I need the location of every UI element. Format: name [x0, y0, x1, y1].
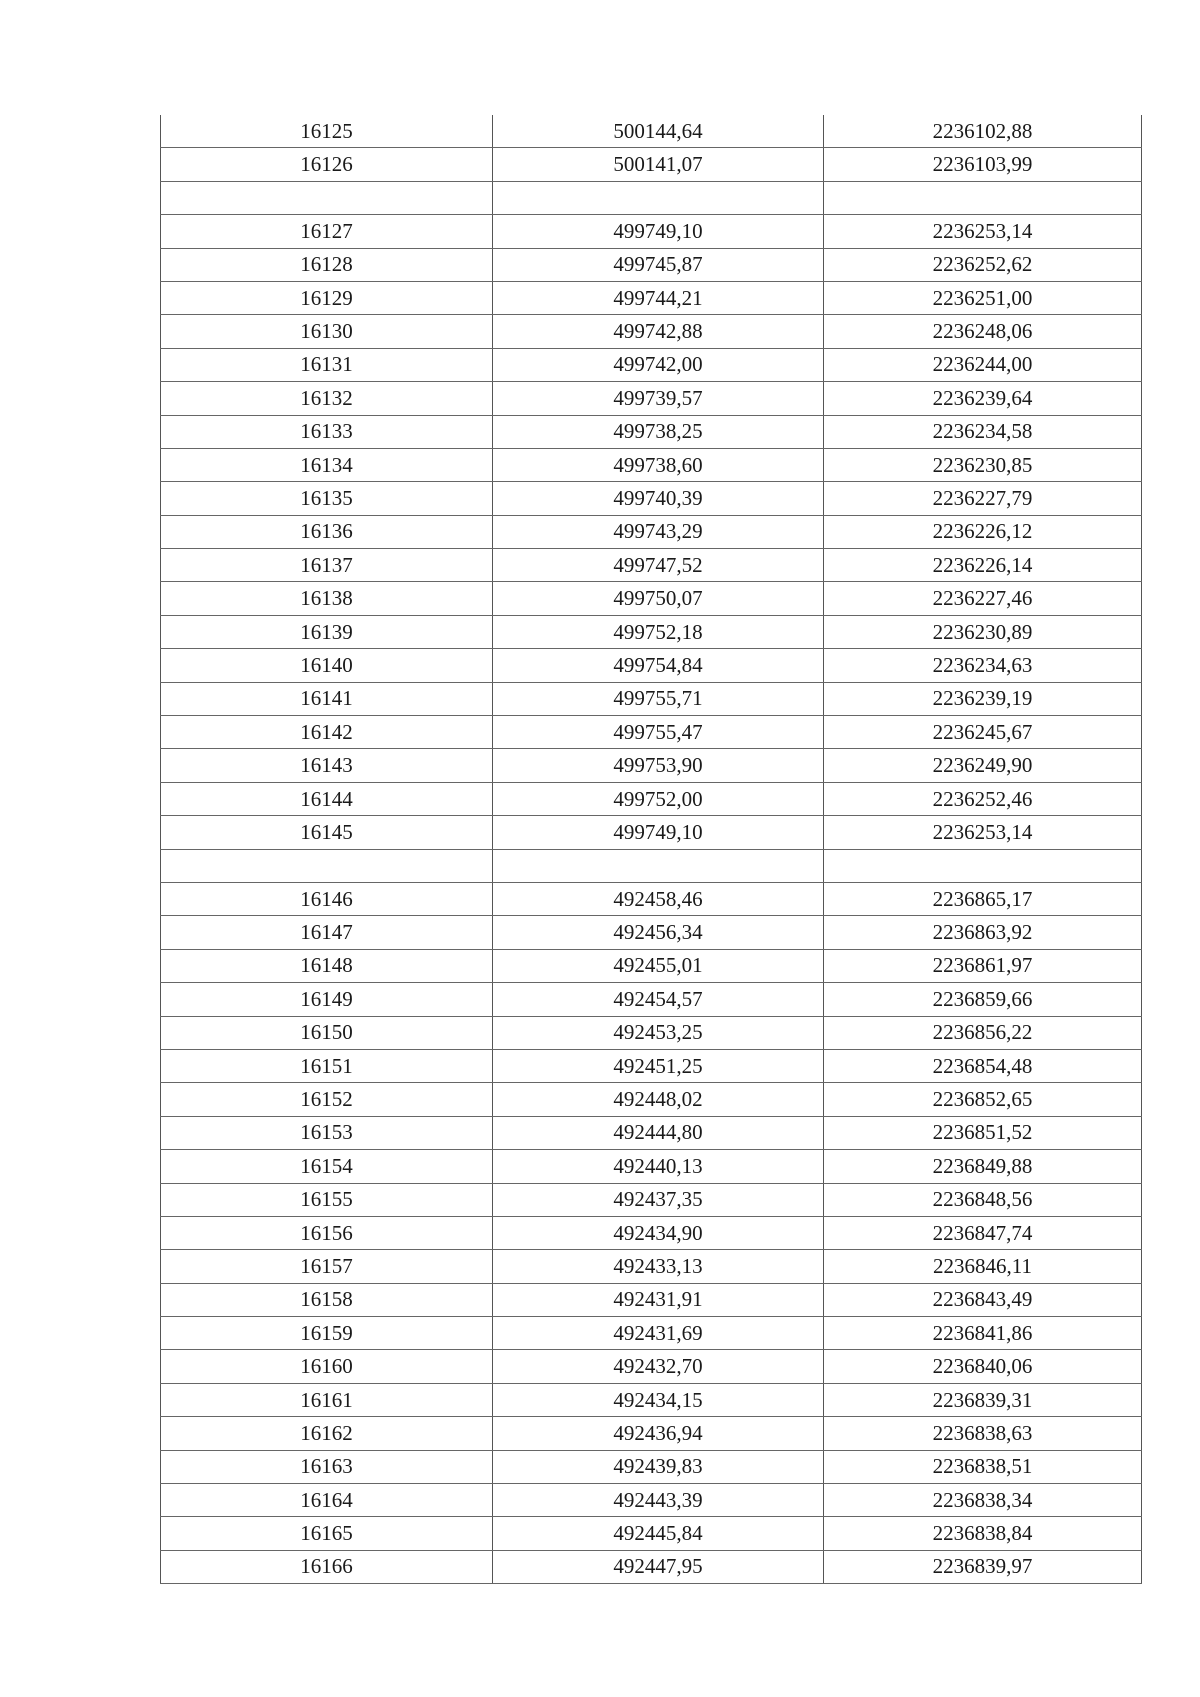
y-coordinate-cell: 2236230,89	[824, 615, 1142, 648]
table-row	[161, 281, 1142, 314]
x-coordinate-cell: 492451,25	[493, 1049, 824, 1082]
x-coordinate-cell: 492432,70	[493, 1350, 824, 1383]
point-number-cell: 16153	[161, 1116, 493, 1149]
table-row	[161, 215, 1142, 248]
x-coordinate-cell: 492453,25	[493, 1016, 824, 1049]
x-coordinate-cell: 492431,91	[493, 1283, 824, 1316]
table-row	[161, 983, 1142, 1016]
table-row	[161, 1083, 1142, 1116]
x-coordinate-cell: 492448,02	[493, 1083, 824, 1116]
y-coordinate-cell: 2236252,62	[824, 248, 1142, 281]
y-coordinate-cell: 2236838,34	[824, 1484, 1142, 1517]
y-coordinate-cell: 2236227,79	[824, 482, 1142, 515]
x-coordinate-cell	[493, 181, 824, 214]
point-number-cell: 16125	[161, 115, 493, 148]
point-number-cell: 16140	[161, 649, 493, 682]
y-coordinate-cell: 2236252,46	[824, 782, 1142, 815]
x-coordinate-cell: 499743,29	[493, 515, 824, 548]
table-row	[161, 1350, 1142, 1383]
x-coordinate-cell: 492431,69	[493, 1317, 824, 1350]
point-number-cell	[161, 181, 493, 214]
y-coordinate-cell: 2236245,67	[824, 716, 1142, 749]
x-coordinate-cell: 492440,13	[493, 1150, 824, 1183]
y-coordinate-cell: 2236856,22	[824, 1016, 1142, 1049]
y-coordinate-cell: 2236251,00	[824, 281, 1142, 314]
y-coordinate-cell: 2236861,97	[824, 949, 1142, 982]
x-coordinate-cell: 499754,84	[493, 649, 824, 682]
x-coordinate-cell: 492433,13	[493, 1250, 824, 1283]
table-row	[161, 1250, 1142, 1283]
table-row	[161, 1016, 1142, 1049]
separator-row	[161, 181, 1142, 214]
point-number-cell: 16164	[161, 1484, 493, 1517]
y-coordinate-cell: 2236847,74	[824, 1216, 1142, 1249]
table-row	[161, 782, 1142, 815]
point-number-cell: 16136	[161, 515, 493, 548]
point-number-cell: 16145	[161, 816, 493, 849]
point-number-cell: 16132	[161, 382, 493, 415]
y-coordinate-cell: 2236838,63	[824, 1417, 1142, 1450]
x-coordinate-cell: 499749,10	[493, 215, 824, 248]
x-coordinate-cell: 492444,80	[493, 1116, 824, 1149]
x-coordinate-cell: 499750,07	[493, 582, 824, 615]
x-coordinate-cell: 492455,01	[493, 949, 824, 982]
point-number-cell	[161, 849, 493, 882]
point-number-cell: 16128	[161, 248, 493, 281]
x-coordinate-cell	[493, 849, 824, 882]
point-number-cell: 16139	[161, 615, 493, 648]
x-coordinate-cell: 492436,94	[493, 1417, 824, 1450]
point-number-cell: 16152	[161, 1083, 493, 1116]
point-number-cell: 16126	[161, 148, 493, 181]
table-row	[161, 882, 1142, 915]
x-coordinate-cell: 499739,57	[493, 382, 824, 415]
x-coordinate-cell: 499744,21	[493, 281, 824, 314]
y-coordinate-cell: 2236838,51	[824, 1450, 1142, 1483]
table-row	[161, 448, 1142, 481]
x-coordinate-cell: 492447,95	[493, 1550, 824, 1583]
y-coordinate-cell: 2236854,48	[824, 1049, 1142, 1082]
x-coordinate-cell: 492439,83	[493, 1450, 824, 1483]
y-coordinate-cell: 2236865,17	[824, 882, 1142, 915]
table-row	[161, 549, 1142, 582]
y-coordinate-cell: 2236234,58	[824, 415, 1142, 448]
table-row	[161, 1484, 1142, 1517]
x-coordinate-cell: 499738,25	[493, 415, 824, 448]
table-row	[161, 682, 1142, 715]
x-coordinate-cell: 499745,87	[493, 248, 824, 281]
table-row	[161, 382, 1142, 415]
table-row	[161, 582, 1142, 615]
table-row	[161, 1417, 1142, 1450]
x-coordinate-cell: 492445,84	[493, 1517, 824, 1550]
x-coordinate-cell: 500144,64	[493, 115, 824, 148]
point-number-cell: 16166	[161, 1550, 493, 1583]
x-coordinate-cell: 499740,39	[493, 482, 824, 515]
y-coordinate-cell: 2236239,64	[824, 382, 1142, 415]
point-number-cell: 16142	[161, 716, 493, 749]
table-row	[161, 1116, 1142, 1149]
y-coordinate-cell: 2236848,56	[824, 1183, 1142, 1216]
x-coordinate-cell: 499749,10	[493, 816, 824, 849]
table-row	[161, 1049, 1142, 1082]
table-row	[161, 1150, 1142, 1183]
point-number-cell: 16141	[161, 682, 493, 715]
table-row	[161, 1183, 1142, 1216]
table-row	[161, 649, 1142, 682]
x-coordinate-cell: 492434,90	[493, 1216, 824, 1249]
y-coordinate-cell: 2236859,66	[824, 983, 1142, 1016]
y-coordinate-cell: 2236843,49	[824, 1283, 1142, 1316]
y-coordinate-cell: 2236253,14	[824, 215, 1142, 248]
y-coordinate-cell: 2236839,31	[824, 1383, 1142, 1416]
point-number-cell: 16133	[161, 415, 493, 448]
y-coordinate-cell	[824, 181, 1142, 214]
y-coordinate-cell: 2236226,14	[824, 549, 1142, 582]
table-row	[161, 816, 1142, 849]
table-row	[161, 415, 1142, 448]
point-number-cell: 16155	[161, 1183, 493, 1216]
point-number-cell: 16148	[161, 949, 493, 982]
x-coordinate-cell: 499742,88	[493, 315, 824, 348]
x-coordinate-cell: 492443,39	[493, 1484, 824, 1517]
table-row	[161, 1450, 1142, 1483]
x-coordinate-cell: 499747,52	[493, 549, 824, 582]
x-coordinate-cell: 499738,60	[493, 448, 824, 481]
table-row	[161, 1317, 1142, 1350]
y-coordinate-cell: 2236851,52	[824, 1116, 1142, 1149]
table-row	[161, 1383, 1142, 1416]
table-row	[161, 148, 1142, 181]
y-coordinate-cell: 2236234,63	[824, 649, 1142, 682]
x-coordinate-cell: 500141,07	[493, 148, 824, 181]
y-coordinate-cell: 2236839,97	[824, 1550, 1142, 1583]
point-number-cell: 16158	[161, 1283, 493, 1316]
table-row	[161, 716, 1142, 749]
x-coordinate-cell: 492456,34	[493, 916, 824, 949]
y-coordinate-cell: 2236849,88	[824, 1150, 1142, 1183]
point-number-cell: 16150	[161, 1016, 493, 1049]
table-row	[161, 615, 1142, 648]
point-number-cell: 16149	[161, 983, 493, 1016]
x-coordinate-cell: 499752,18	[493, 615, 824, 648]
x-coordinate-cell: 499752,00	[493, 782, 824, 815]
point-number-cell: 16165	[161, 1517, 493, 1550]
point-number-cell: 16131	[161, 348, 493, 381]
point-number-cell: 16156	[161, 1216, 493, 1249]
table-row	[161, 482, 1142, 515]
y-coordinate-cell: 2236239,19	[824, 682, 1142, 715]
point-number-cell: 16160	[161, 1350, 493, 1383]
point-number-cell: 16151	[161, 1049, 493, 1082]
table-row	[161, 515, 1142, 548]
point-number-cell: 16159	[161, 1317, 493, 1350]
table-row	[161, 1216, 1142, 1249]
table-row	[161, 1550, 1142, 1583]
coordinates-table	[160, 115, 1142, 1584]
point-number-cell: 16154	[161, 1150, 493, 1183]
table-row	[161, 1283, 1142, 1316]
x-coordinate-cell: 492437,35	[493, 1183, 824, 1216]
point-number-cell: 16146	[161, 882, 493, 915]
x-coordinate-cell: 492458,46	[493, 882, 824, 915]
y-coordinate-cell: 2236838,84	[824, 1517, 1142, 1550]
table-row	[161, 1517, 1142, 1550]
y-coordinate-cell: 2236103,99	[824, 148, 1142, 181]
point-number-cell: 16137	[161, 549, 493, 582]
x-coordinate-cell: 499755,47	[493, 716, 824, 749]
y-coordinate-cell: 2236846,11	[824, 1250, 1142, 1283]
point-number-cell: 16143	[161, 749, 493, 782]
table-row	[161, 115, 1142, 148]
y-coordinate-cell: 2236863,92	[824, 916, 1142, 949]
y-coordinate-cell: 2236249,90	[824, 749, 1142, 782]
x-coordinate-cell: 492454,57	[493, 983, 824, 1016]
point-number-cell: 16130	[161, 315, 493, 348]
table-row	[161, 949, 1142, 982]
y-coordinate-cell: 2236227,46	[824, 582, 1142, 615]
table-row	[161, 749, 1142, 782]
point-number-cell: 16134	[161, 448, 493, 481]
point-number-cell: 16144	[161, 782, 493, 815]
y-coordinate-cell: 2236253,14	[824, 816, 1142, 849]
point-number-cell: 16162	[161, 1417, 493, 1450]
y-coordinate-cell: 2236230,85	[824, 448, 1142, 481]
point-number-cell: 16138	[161, 582, 493, 615]
point-number-cell: 16135	[161, 482, 493, 515]
table-row	[161, 916, 1142, 949]
y-coordinate-cell: 2236852,65	[824, 1083, 1142, 1116]
x-coordinate-cell: 499753,90	[493, 749, 824, 782]
x-coordinate-cell: 499742,00	[493, 348, 824, 381]
y-coordinate-cell	[824, 849, 1142, 882]
x-coordinate-cell: 499755,71	[493, 682, 824, 715]
table-row	[161, 248, 1142, 281]
y-coordinate-cell: 2236248,06	[824, 315, 1142, 348]
point-number-cell: 16157	[161, 1250, 493, 1283]
y-coordinate-cell: 2236102,88	[824, 115, 1142, 148]
y-coordinate-cell: 2236244,00	[824, 348, 1142, 381]
y-coordinate-cell: 2236841,86	[824, 1317, 1142, 1350]
coordinates-table-body	[161, 115, 1142, 1584]
y-coordinate-cell: 2236226,12	[824, 515, 1142, 548]
table-row	[161, 348, 1142, 381]
separator-row	[161, 849, 1142, 882]
table-row	[161, 315, 1142, 348]
y-coordinate-cell: 2236840,06	[824, 1350, 1142, 1383]
point-number-cell: 16129	[161, 281, 493, 314]
x-coordinate-cell: 492434,15	[493, 1383, 824, 1416]
point-number-cell: 16163	[161, 1450, 493, 1483]
point-number-cell: 16127	[161, 215, 493, 248]
point-number-cell: 16147	[161, 916, 493, 949]
point-number-cell: 16161	[161, 1383, 493, 1416]
